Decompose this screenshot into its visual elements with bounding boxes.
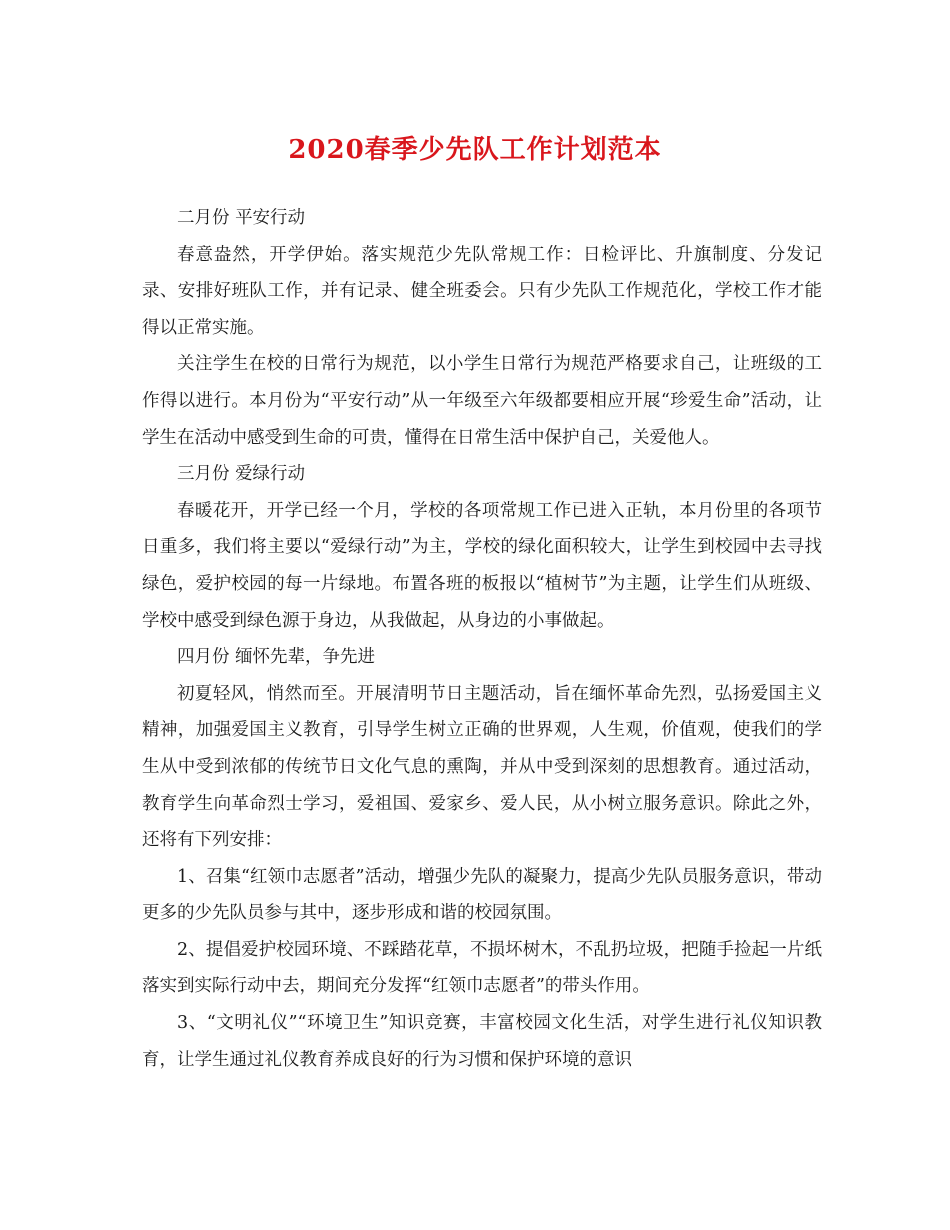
list-item: 2、提倡爱护校园环境、不踩踏花草，不损坏树木，不乱扔垃圾，把随手捡起一片纸落实到实际行动中去，期间充分发挥“红领巾志愿者”的带头作用。 — [142, 939, 822, 997]
paragraph: 春暖花开，开学已经一个月，学校的各项常规工作已进入正轨，本月份里的各项节日重多，我们将主要以“爱绿行动”为主，学校的绿化面积较大，让学生到校园中去寻找绿色，爱护校园的每一片绿地。布置各班的板报以“植树节”为主题，让学生们从班级、学校中感受到绿色源于身边，从我做起，从身边的小事做起。 — [142, 500, 822, 631]
document-title: 2020春季少先队工作计划范本 — [288, 135, 662, 165]
section-heading-february: 二月份 平安行动 — [177, 208, 306, 228]
paragraph: 关注学生在校的日常行为规范，以小学生日常行为规范严格要求自己，让班级的工作得以进行。本月份为“平安行动”从一年级至六年级都要相应开展“珍爱生命”活动，让学生在活动中感受到生命的可贵，懂得在日常生活中保护自己，关爱他人。 — [142, 354, 822, 448]
paragraph: 初夏轻风，悄然而至。开展清明节日主题活动，旨在缅怀革命先烈，弘扬爱国主义精神，加强爱国主义教育，引导学生树立正确的世界观，人生观，价值观，使我们的学生从中受到浓郁的传统节日文化气息的熏陶，并从中受到深刻的思想教育。通过活动，教育学生向革命烈士学习，爱祖国、爱家乡、爱人民，从小树立服务意识。除此之外，还将有下列安排： — [142, 683, 822, 851]
document-body — [142, 200, 822, 1078]
list-item: 1、召集“红领巾志愿者”活动，增强少先队的凝聚力，提高少先队员服务意识，带动更多的少先队员参与其中，逐步形成和谐的校园氛围。 — [142, 866, 822, 924]
section-heading-march: 三月份 爱绿行动 — [177, 464, 306, 485]
list-item: 3、“文明礼仪”“环境卫生”知识竞赛，丰富校园文化生活，对学生进行礼仪知识教育，让学生通过礼仪教育养成良好的行为习惯和保护环境的意识 — [142, 1013, 822, 1070]
section-heading-april: 四月份 缅怀先辈，争先进 — [177, 647, 376, 668]
paragraph: 春意盎然，开学伊始。落实规范少先队常规工作：日检评比、升旗制度、分发记录、安排好班队工作，并有记录、健全班委会。只有少先队工作规范化，学校工作才能得以正常实施。 — [142, 244, 822, 338]
